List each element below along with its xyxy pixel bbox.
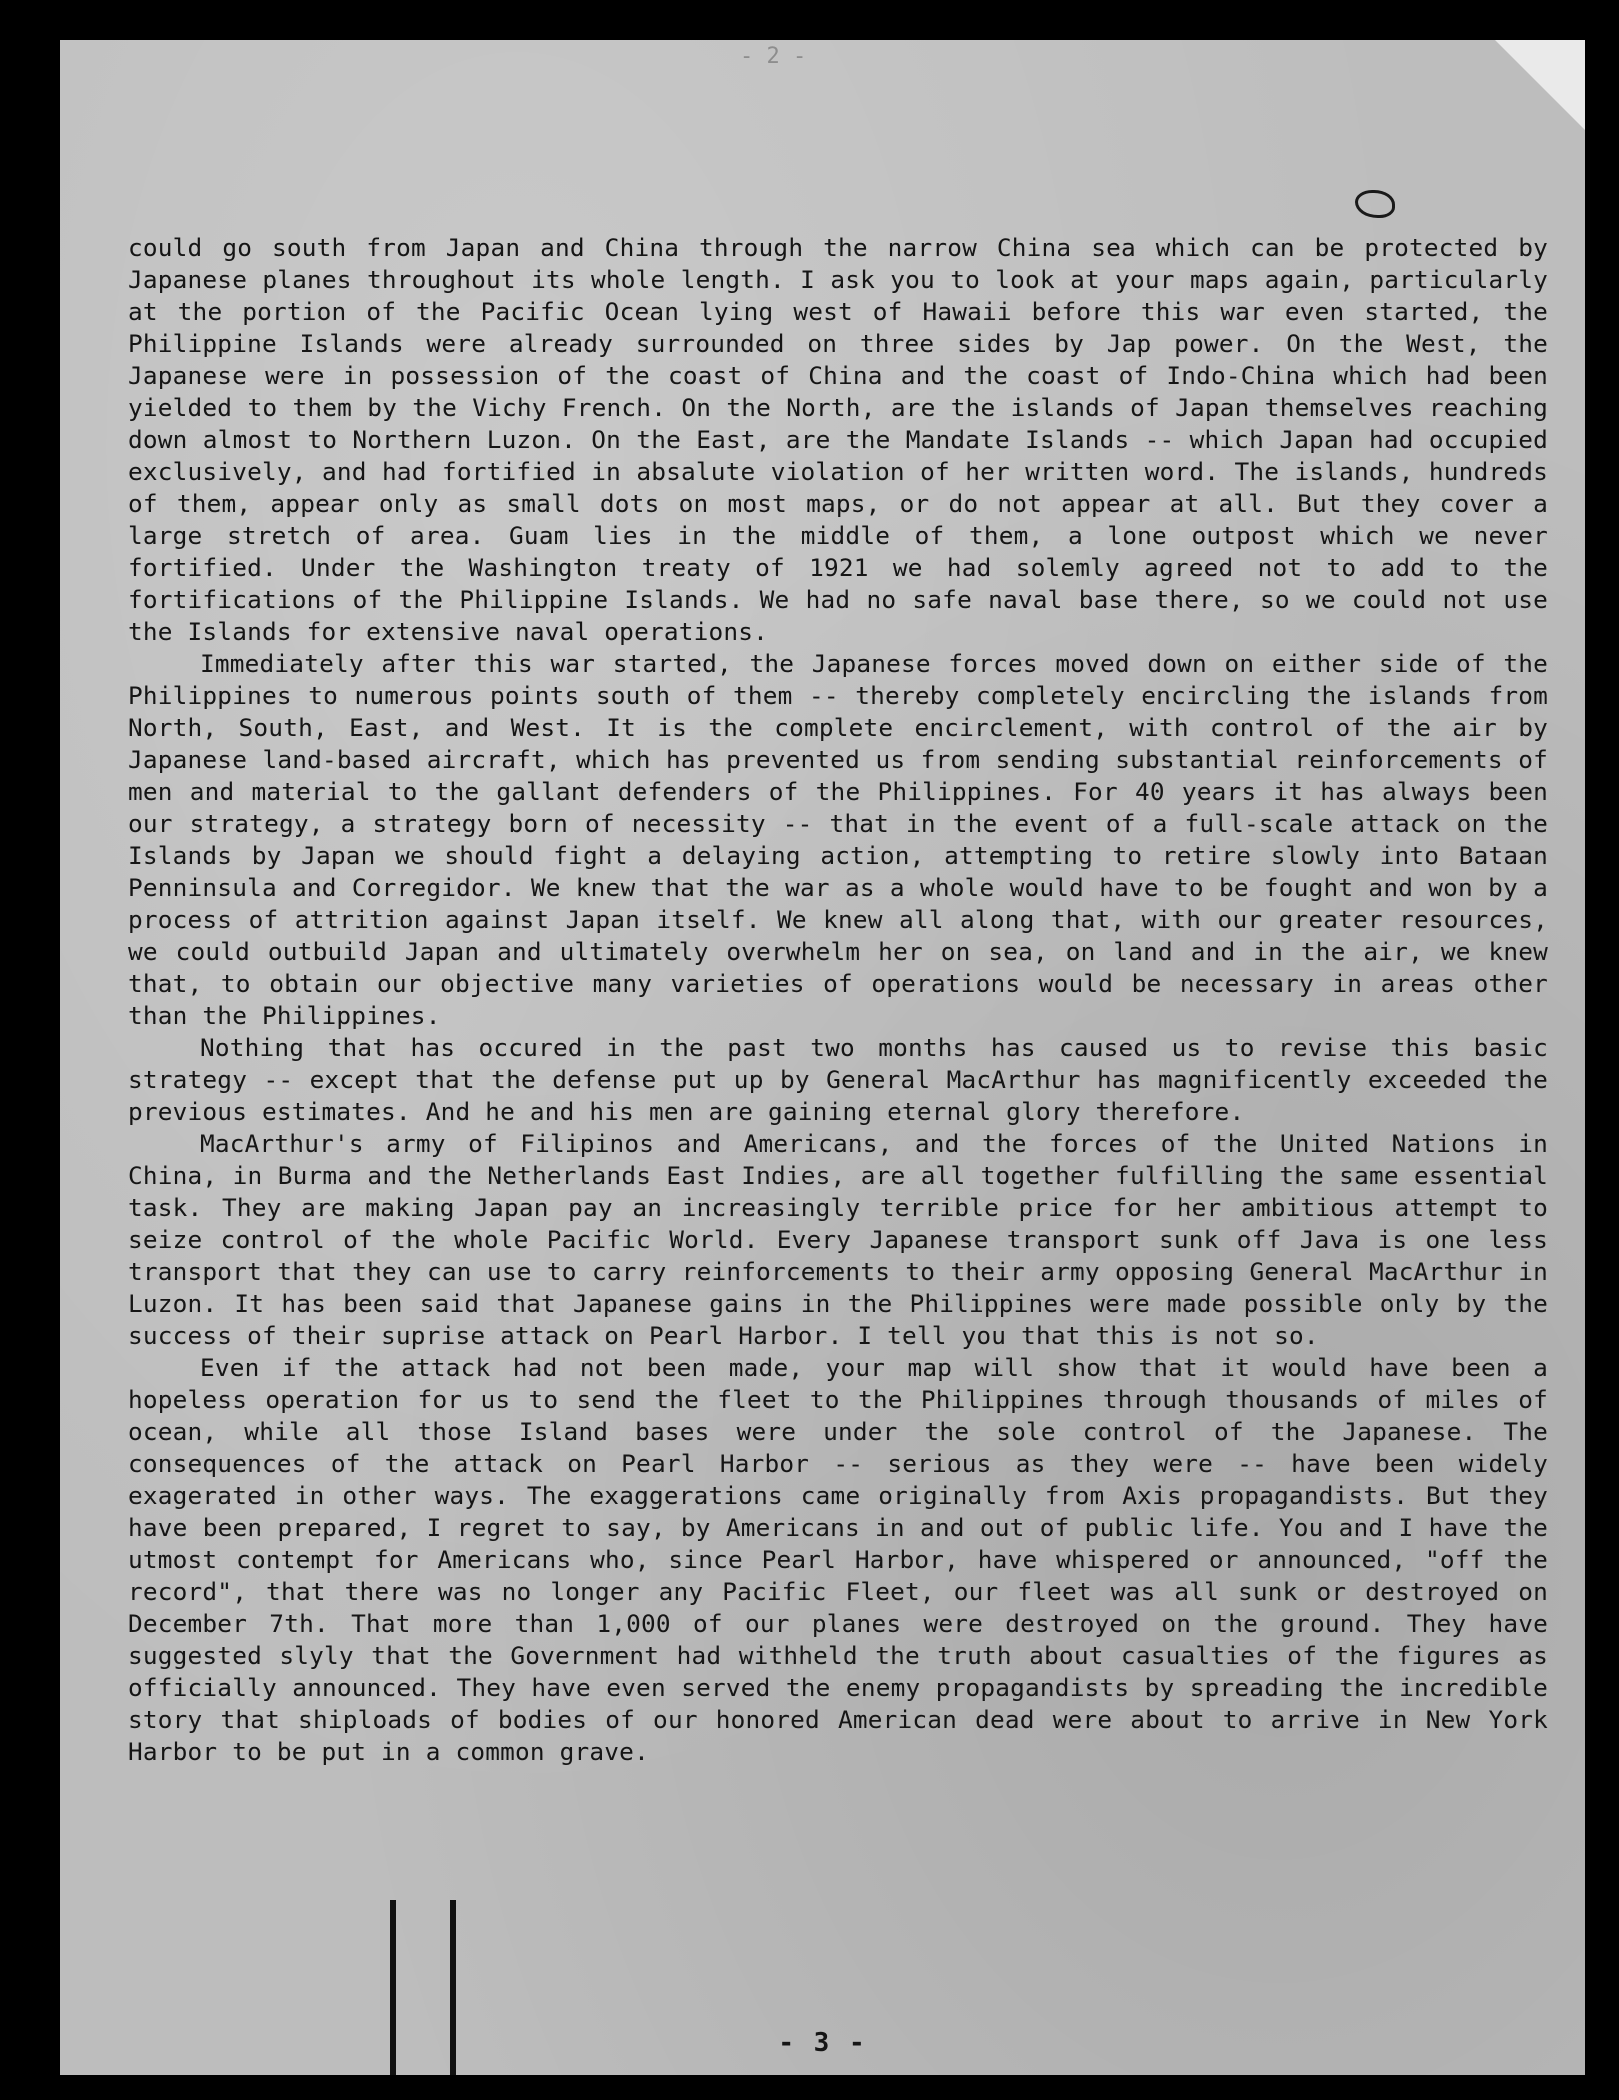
page-number: - 3 - — [778, 2028, 867, 2058]
typed-body-text — [128, 232, 1548, 1768]
paragraph-2: Immediately after this war started, the Japanese forces moved down on either side of the Philippines to numerous points south of them -- thereby completely encircling the islands from North, South, East, and West. It is the complete encirclement, with control of the air by Japanese land-based aircraft, which has prevented us from sending substantial reinforcements of men and material to the gallant defenders of the Philippines. For 40 years it has always been our strategy, a strategy born of necessity -- that in the event of a full-scale attack on the Islands by Japan we should fight a delaying action, attempting to retire slowly into Bataan Penninsula and Corregidor. We knew that the war as a whole would have to be fought and won by a process of attrition against Japan itself. We knew all along that, with our greater resources, we could outbuild Japan and ultimately overwhelm her on sea, on land and in the air, we knew that, to obtain our objective many varieties of operations would be necessary in areas other than the Philippines. — [128, 649, 1548, 1030]
folded-corner — [1495, 40, 1585, 130]
ink-mark-icon — [1355, 190, 1395, 218]
document-page — [60, 40, 1585, 2075]
bleed-through-text — [210, 92, 1540, 188]
paragraph-5: Even if the attack had not been made, your map will show that it would have been a hopeless operation for us to send the fleet to the Philippines through thousands of miles of ocean, while all those Island bases were under the sole control of the Japanese. The consequences of the attack on Pearl Harbor -- serious as they were -- have been widely exagerated in other ways. The exaggerations came originally from Axis propagandists. But they have been prepared, I regret to say, by Americans in and out of public life. You and I have the utmost contempt for Americans who, since Pearl Harbor, have whispered or announced, "off the record", that there was no longer any Pacific Fleet, our fleet was all sunk or destroyed on December 7th. That more than 1,000 of our planes were destroyed on the ground. They have suggested slyly that the Government had withheld the truth about casualties of the figures as officially announced. They have even served the enemy propagandists by spreading the incredible story that shiploads of bodies of our honored American dead were about to arrive in New York Harbor to be put in a common grave. — [128, 1353, 1548, 1766]
paragraph-3: Nothing that has occured in the past two months has caused us to revise this basic strategy -- except that the defense put up by General MacArthur has magnificently exceeded the previous estimates. And he and his men are gaining eternal glory therefore. — [128, 1033, 1548, 1126]
paragraph-1: could go south from Japan and China through the narrow China sea which can be protected by Japanese planes throughout its whole length. I ask you to look at your maps again, particularly at the portion of the Pacific Ocean lying west of Hawaii before this war even started, the Philippine Islands were already surrounded on three sides by Jap power. On the West, the Japanese were in possession of the coast of China and the coast of Indo-China which had been yielded to them by the Vichy French. On the North, are the islands of Japan themselves reaching down almost to Northern Luzon. On the East, are the Mandate Islands -- which Japan had occupied exclusively, and had fortified in absalute violation of her written word. The islands, hundreds of them, appear only as small dots on most maps, or do not appear at all. But they cover a large stretch of area. Guam lies in the middle of them, a lone outpost which we never fortified. Under the Washington treaty of 1921 we had solemly agreed not to add to the fortifications of the Philippine Islands. We had no safe naval base there, so we could not use the Islands for extensive naval operations. — [128, 233, 1548, 646]
paragraph-4: MacArthur's army of Filipinos and Americans, and the forces of the United Nations in China, in Burma and the Netherlands East Indies, are all together fulfilling the same essential task. They are making Japan pay an increasingly terrible price for her ambitious attempt to seize control of the whole Pacific World. Every Japanese transport sunk off Java is one less transport that they can use to carry reinforcements to their army opposing General MacArthur in Luzon. It has been said that Japanese gains in the Philippines were made possible only by the success of their suprise attack on Pearl Harbor. I tell you that this is not so. — [128, 1129, 1548, 1350]
header-page-mark: - 2 - — [740, 44, 807, 69]
